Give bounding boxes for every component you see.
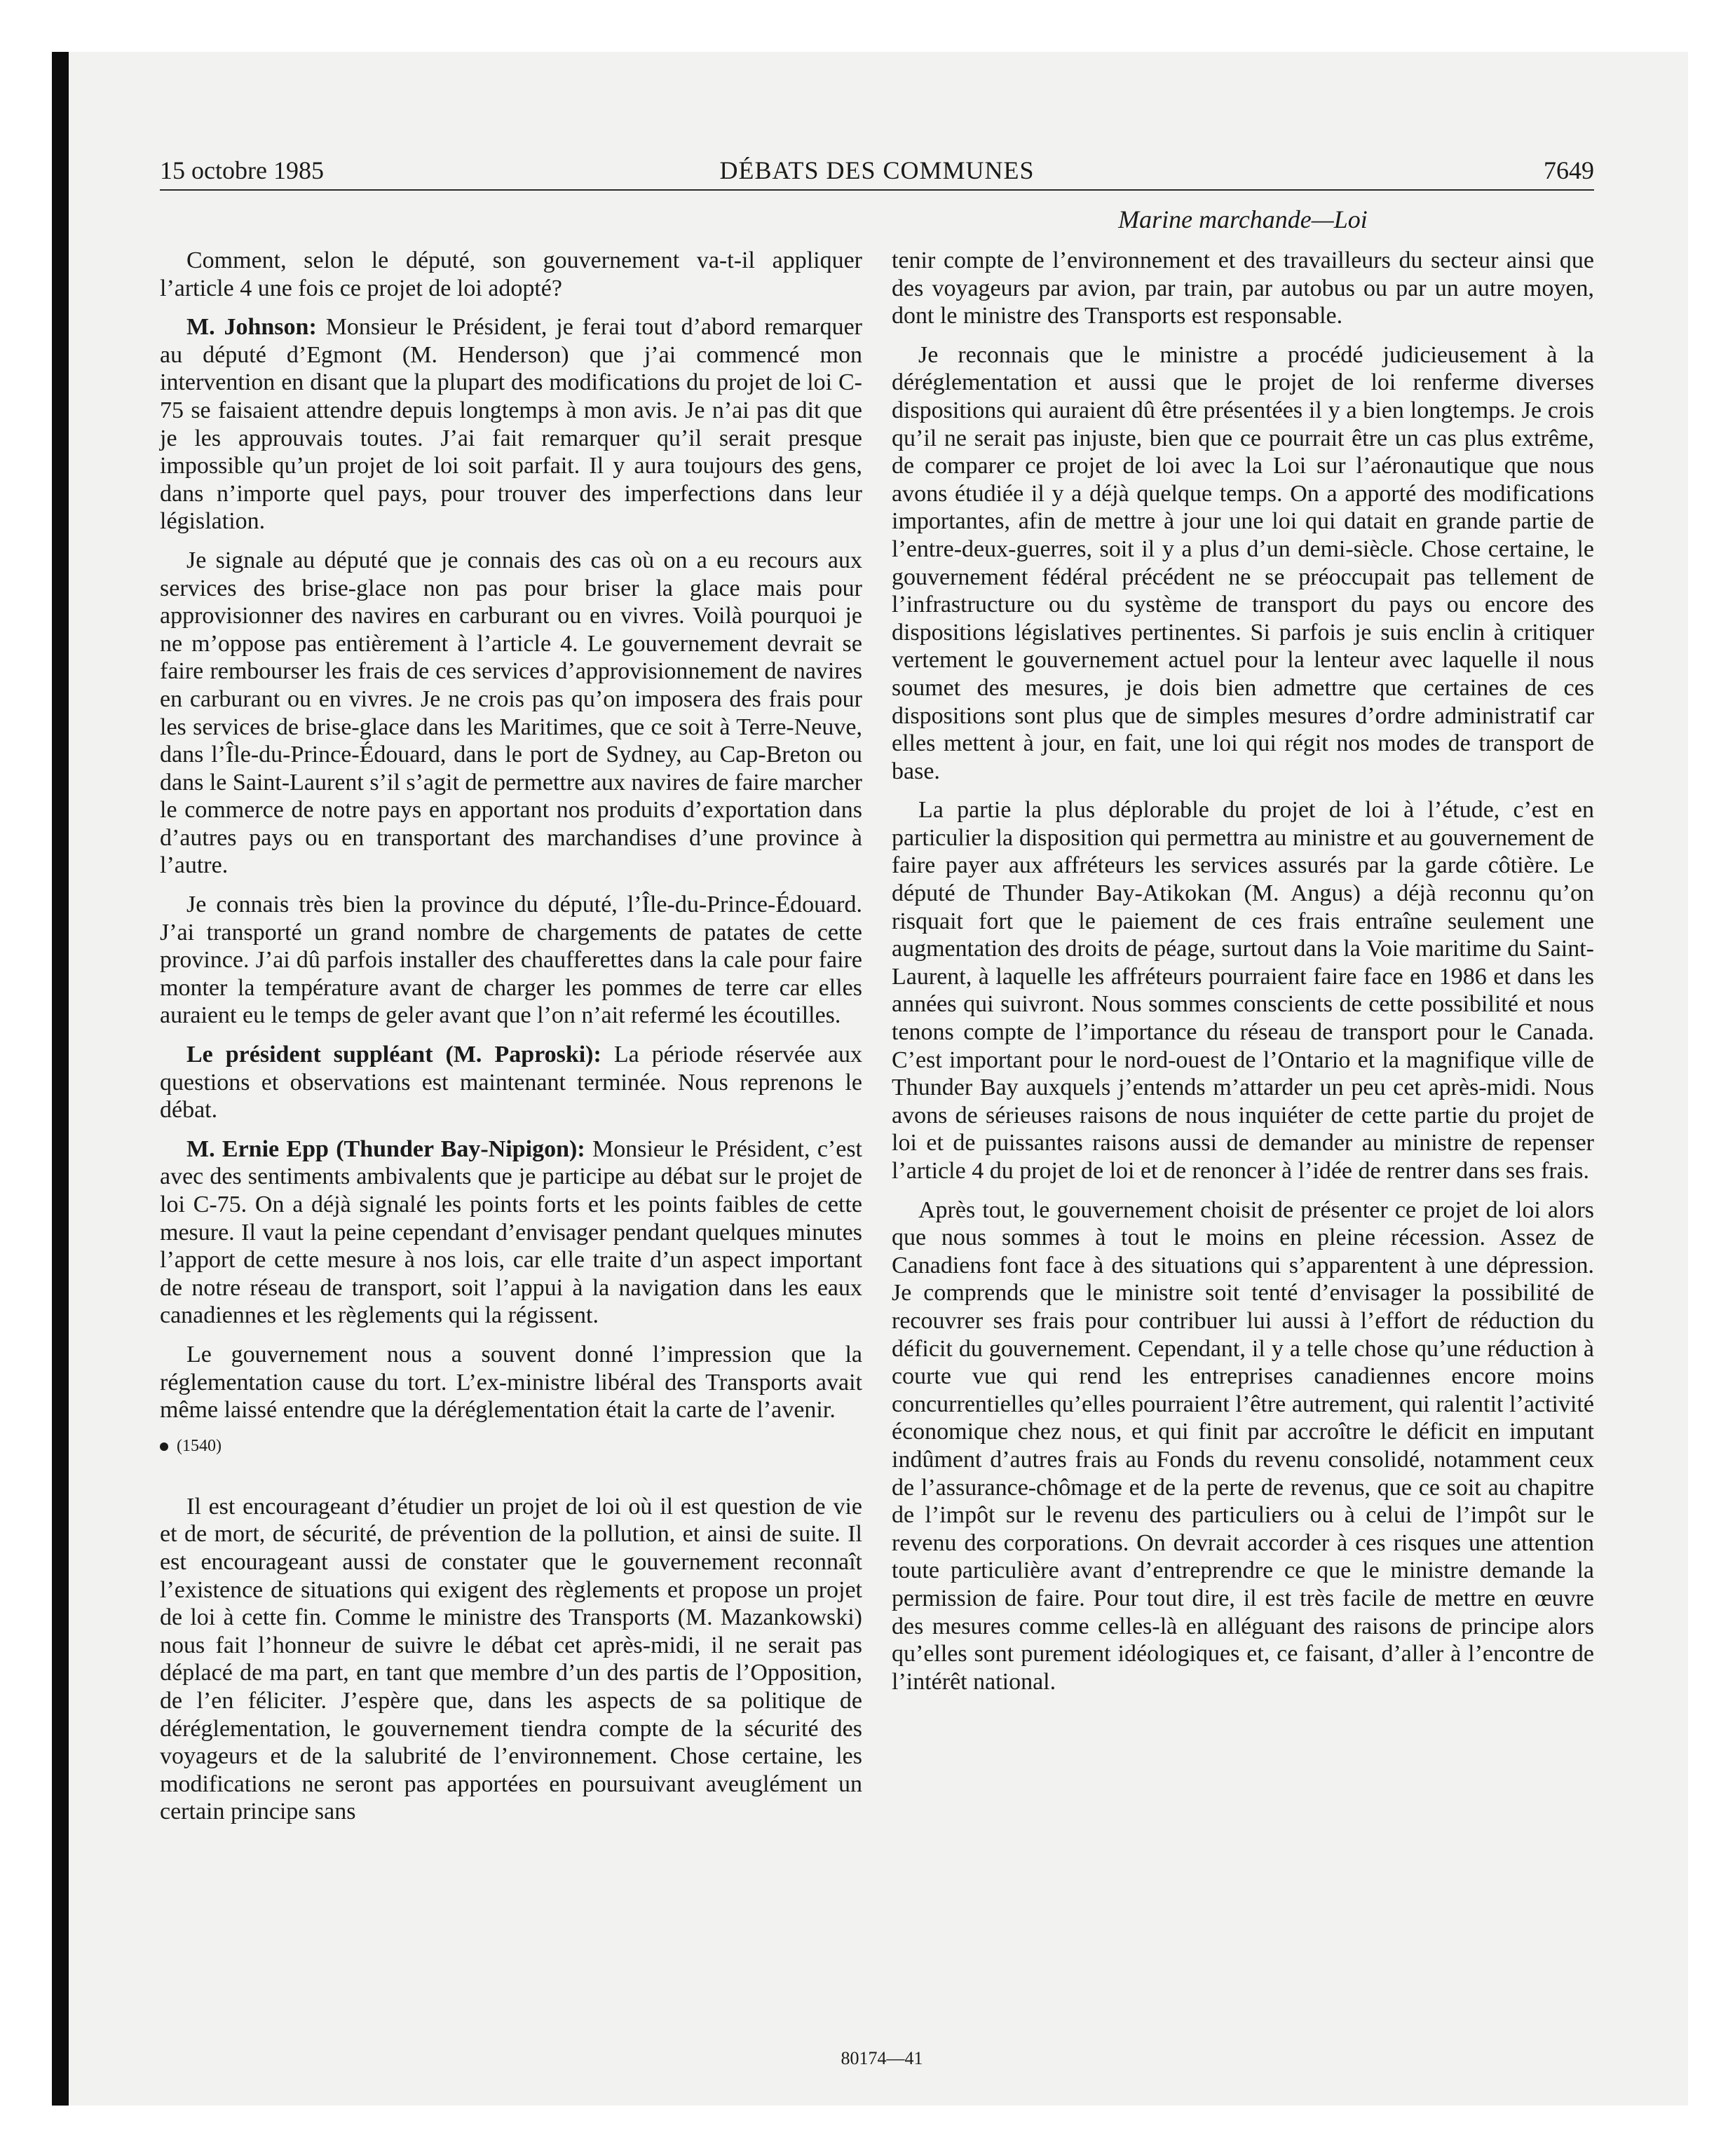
paragraph: Je reconnais que le ministre a procédé judicieusement à la déréglementation et aussi que le projet de loi renferme diverses dispositions qui auraient dû être présentées il y a bien longtemps. Je crois qu’il ne serait pas injuste, bien que ce pourrait être un cas plus extrême, de comparer ce projet de loi avec la Loi sur l’aéronautique que nous avons étudiée il y a déjà quelque temps. On a apporté des modifications importantes, afin de mettre à jour une loi qui datait en grande partie de l’entre-deux-guerres, soit il y a plus d’un demi-siècle. Chose certaine, le gouvernement fédéral précédent ne se préoccupait pas tellement de l’infrastructure ou du système de transport du pays ou encore des dispositions législatives pertinentes. Si parfois je suis enclin à critiquer vertement le gouvernement actuel pour la lenteur avec laquelle il nous soumet des mesures, je dois bien admettre que certaines de ces dispositions sont plus que de simples mesures d’ordre administratif car elles mettent à jour, en fait, une loi qui régit nos modes de transport de base. [892,341,1594,784]
speech-text: Monsieur le Président, c’est avec des sentiments ambivalents que je participe au débat sur le projet de loi C-75. On a déjà signalé les points forts et les points faibles de cette mesure. Il vaut la peine cependant d’envisager pendant quelques minutes l’apport de cette mesure à nos lois, car elle traite d’un aspect important de notre réseau de transport, soit l’appui à la navigation dans les eaux canadiennes et les règlements qui la régissent. [160,1135,862,1329]
paragraph: La partie la plus déplorable du projet de loi à l’étude, c’est en particulier la disposition qui permettra au ministre et au gouvernement de faire payer aux affréteurs les services assurés par la garde côtière. Le député de Thunder Bay-Atikokan (M. Angus) a déjà reconnu qu’on risquait fort que le paiement de ces frais entraîne seulement une augmentation des droits de péage, surtout dans la Voie maritime du Saint-Laurent, à laquelle les affréteurs pourraient faire face en 1986 et dans les années qui suivront. Nous sommes conscients de cette possibilité et nous tenons compte de l’importance du réseau de transport pour le Canada. C’est important pour le nord-ouest de l’Ontario et la magnifique ville de Thunder Bay auxquels j’entends m’attarder un peu cet après-midi. Nous avons de sérieuses raisons de nous inquiéter de cette partie du projet de loi et de puissantes raisons aussi de demander au ministre de repenser l’article 4 du projet de loi et de renoncer à l’idée de rentrer dans ses frais. [892,797,1594,1184]
paragraph: Comment, selon le député, son gouvernement va-t-il appliquer l’article 4 une fois ce projet de loi adopté? [160,247,862,301]
paragraph: Après tout, le gouvernement choisit de présenter ce projet de loi alors que nous sommes à tout le moins en pleine récession. Assez de Canadiens font face à des situations qui s’apparentent à une dépression. Je comprends que le ministre soit tenté d’envisager la possibilité de recouvrer ses frais pour contribuer lui aussi à l’effort de réduction du déficit du gouvernement. Cependant, il y a telle chose qu’une réduction à courte vue qui rend les entreprises canadiennes encore moins concurrentielles qu’elles pourraient l’être autrement, qui ralentit l’activité économique chez nous, et qui finit par accroître le déficit en imputant indûment d’autres frais au Fonds du revenu consolidé, notamment ceux de l’assurance-chômage et de la perte de revenus, que ce soit au chapitre de l’impôt sur le revenu des particuliers ou à celui de l’impôt sur le revenu des corporations. On devrait accorder à ces risques une attention toute particulière avant d’entreprendre ce que le ministre demande la permission de faire. Pour tout dire, il est très facile de mettre en œuvre des mesures comme celles-là en alléguant des raisons de principe alors qu’elles sont purement idéologiques et, ce faisant, d’aller à l’encontre de l’intérêt national. [892,1196,1594,1695]
paragraph: Je signale au député que je connais des cas où on a eu recours aux services des brise-glace non pas pour briser la glace mais pour approvisionner des navires en carburant ou en vivres. Voilà pourquoi je ne m’oppose pas entièrement à l’article 4. Le gouvernement devrait se faire rembourser les frais de ces services d’approvisionnement de navires en carburant ou en vivres. Je ne crois pas qu’on imposera des frais pour les services de brise-glace dans les Maritimes, que ce soit à Terre-Neuve, dans l’Île-du-Prince-Édouard, dans le port de Sydney, au Cap-Breton ou dans le Saint-Laurent s’il s’agit de permettre aux navires de faire marcher le commerce de notre pays en apportant nos produits d’exportation dans d’autres pays ou en transportant des marchandises d’une province à l’autre. [160,547,862,879]
speaker-name: M. Ernie Epp (Thunder Bay-Nipigon): [186,1135,585,1162]
header-rule [160,189,1594,191]
paragraph [160,1135,862,1330]
speech-text: La période réservée aux questions et observations est maintenant terminée. Nous reprenons le débat. [160,1042,863,1124]
scan-margin [52,2106,1685,2156]
subject-heading: Marine marchande—Loi [1118,205,1368,233]
time-marker-text: (1540) [177,1436,222,1455]
paragraph: Je connais très bien la province du député, l’Île-du-Prince-Édouard. J’ai transporté un grand nombre de chargements de patates de cette province. J’ai dû parfois installer des chaufferettes dans la cale pour faire monter la température avant de charger les pommes de terre car elles auraient eu le temps de geler avant que l’on n’ait refermé les écoutilles. [160,892,862,1029]
speaker-name: Le président suppléant (M. Paproski): [186,1042,601,1068]
speaker-name: M. Johnson: [186,314,317,341]
paragraph: tenir compte de l’environnement et des travailleurs du secteur ainsi que des voyageurs par avion, par train, par autobus ou par un autre moyen, dont le ministre des Transports est responsable. [892,247,1594,329]
footer-code: 80174—41 [841,2048,923,2068]
paragraph [160,1041,862,1124]
running-header [160,156,1594,189]
left-column [160,247,862,1837]
header-title: DÉBATS DES COMMUNES [719,156,1035,184]
page-number: 7649 [1544,156,1594,184]
header-date: 15 octobre 1985 [160,156,324,184]
right-column [892,247,1594,1707]
paragraph: Le gouvernement nous a souvent donné l’impression que la réglementation cause du tort. L’ex-ministre libéral des Transports avait même laissé entendre que la déréglementation était la carte de l’avenir. [160,1341,862,1424]
paragraph [160,313,862,535]
time-marker [160,1435,862,1456]
scan-edge [52,52,69,2106]
paragraph: Il est encourageant d’étudier un projet de loi où il est question de vie et de mort, de sécurité, de prévention de la pollution, et ainsi de suite. Il est encourageant aussi de constater que le gouvernement reconnaît l’existence de situations qui exigent des règlements et propose un projet de loi à cette fin. Comme le ministre des Transports (M. Mazankowski) nous fait l’honneur de suivre le débat cet après-midi, il ne serait pas déplacé de ma part, en tant que membre d’un des partis de l’Opposition, de l’en féliciter. J’espère que, dans les aspects de sa politique de déréglementation, le gouvernement tiendra compte de la sécurité des voyageurs et de la salubrité de l’environnement. Chose certaine, les modifications ne seront pas apportées en poursuivant aveuglément un certain principe sans [160,1493,862,1825]
bullet-icon [160,1442,168,1451]
speech-text: Monsieur le Président, je ferai tout d’abord remarquer au député d’Egmont (M. Henderson) que j’ai commencé mon intervention en disant que la plupart des modifications du projet de loi C-75 se faisaient attendre depuis longtemps à mon avis. Je n’ai pas dit que je les approuvais toutes. J’ai fait remarquer qu’il serait presque impossible qu’un projet de loi soit parfait. Il y aura toujours des gens, dans n’importe quel pays, pour trouver des imperfections dans leur législation. [160,314,863,535]
